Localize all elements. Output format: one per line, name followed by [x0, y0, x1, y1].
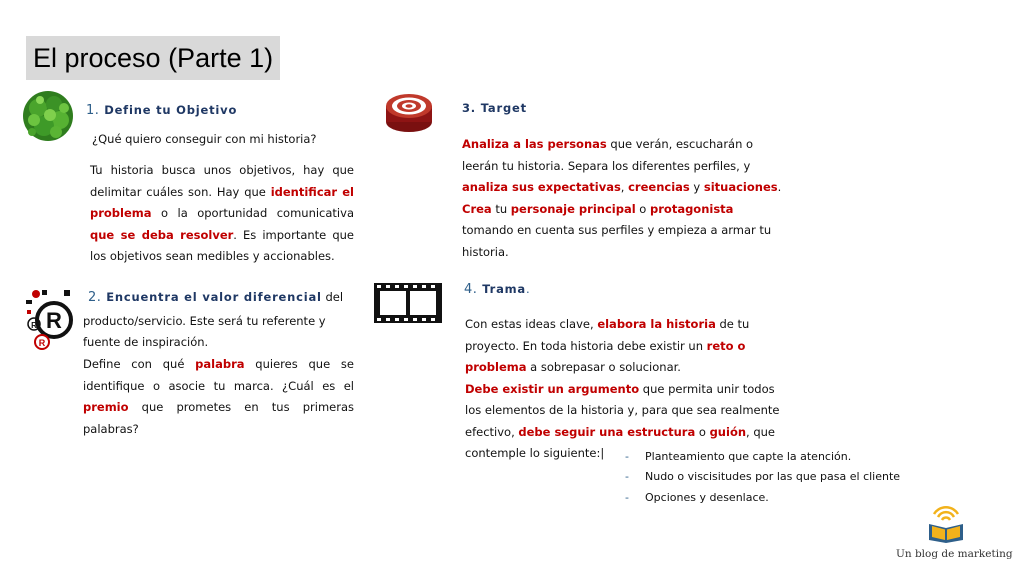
section-1-question: ¿Qué quiero conseguir con mi historia?	[92, 132, 317, 146]
film-strip-icon	[374, 283, 442, 323]
section-1-body	[90, 160, 354, 268]
footer-logo-text: Un blog de marketing	[896, 548, 1013, 560]
section-2-heading-tail: del	[321, 290, 344, 304]
s2-line-4: identifique o asocie tu marca. ¿Cuál es el	[83, 378, 354, 393]
section-3-heading: 3. Target	[462, 101, 527, 115]
s3-line-1: Analiza a las personas que verán, escucharán o	[462, 137, 754, 151]
section-1-heading	[86, 103, 237, 118]
book-wifi-logo-icon	[925, 502, 967, 544]
s4-line-4: Debe existir un argumento que permita unir todos	[465, 381, 775, 396]
s4-line-5: los elementos de la historia y, para que sea realmente	[465, 403, 780, 417]
svg-text:R: R	[31, 321, 37, 330]
svg-text:R: R	[46, 308, 62, 333]
s2-line-1: producto/servicio. Este será tu referente y	[83, 314, 326, 328]
s2-line-2: fuente de inspiración.	[83, 335, 209, 349]
s3-line-4: Crea tu personaje principal o protagonista	[462, 201, 734, 216]
section-1-title: Define tu Objetivo	[104, 103, 238, 117]
s1-line-1: Tu historia busca unos objetivos, hay que	[90, 163, 354, 177]
s3-line-3: analiza sus expectativas, creencias y situaciones.	[462, 180, 782, 194]
section-4-body	[465, 314, 779, 465]
section-4-heading-tail: .	[525, 282, 531, 296]
list-item: - Opciones y desenlace.	[625, 491, 769, 504]
s2-line-6: palabras?	[83, 421, 139, 436]
list-item: - Planteamiento que capte la atención.	[625, 450, 852, 463]
s3-line-6: historia.	[462, 244, 509, 259]
s1-line-4: que se deba resolver. Es importante que	[90, 227, 354, 242]
svg-text:R: R	[38, 338, 46, 348]
section-2-heading	[88, 290, 343, 305]
s1-line-3: problema o la oportunidad comunicativa	[90, 206, 354, 220]
section-1-number: 1.	[86, 103, 100, 118]
s4-line-3: problema a sobrepasar o solucionar.	[465, 360, 681, 374]
s3-line-2: leerán tu historia. Separa los diferentes perfiles, y	[462, 158, 751, 173]
section-2-body	[83, 354, 354, 440]
s2-line-5: premio que prometes en tus primeras	[83, 400, 354, 414]
section-3-body	[462, 134, 781, 263]
section-4-title: Trama	[482, 282, 526, 296]
list-item: - Nudo o viscisitudes por las que pasa el cliente	[625, 470, 901, 483]
broccoli-icon	[20, 88, 76, 144]
section-4-heading	[464, 282, 530, 297]
section-4-number: 4.	[464, 282, 478, 297]
s4-line-1: Con estas ideas clave, elabora la historia de tu	[465, 317, 750, 331]
registered-trademark-icon	[24, 286, 74, 352]
s2-line-3: Define con qué palabra quieres que se	[83, 357, 354, 371]
section-2-number: 2.	[88, 290, 102, 305]
section-2-title: Encuentra el valor diferencial	[106, 290, 322, 304]
plot-structure-list	[625, 447, 900, 508]
target-icon	[384, 92, 434, 134]
page-title: El proceso (Parte 1)	[33, 43, 274, 73]
s4-line-7: contemple lo siguiente:|	[465, 446, 605, 460]
s4-line-6: efectivo, debe seguir una estructura o guión, que	[465, 424, 776, 439]
s4-line-2: proyecto. En toda historia debe existir un reto o	[465, 338, 746, 353]
s1-line-2: delimitar cuáles son. Hay que identificar el	[90, 184, 355, 199]
s1-line-5: los objetivos sean medibles y accionables.	[90, 249, 335, 263]
s3-line-5: tomando en cuenta sus perfiles y empieza a armar tu	[462, 223, 772, 237]
